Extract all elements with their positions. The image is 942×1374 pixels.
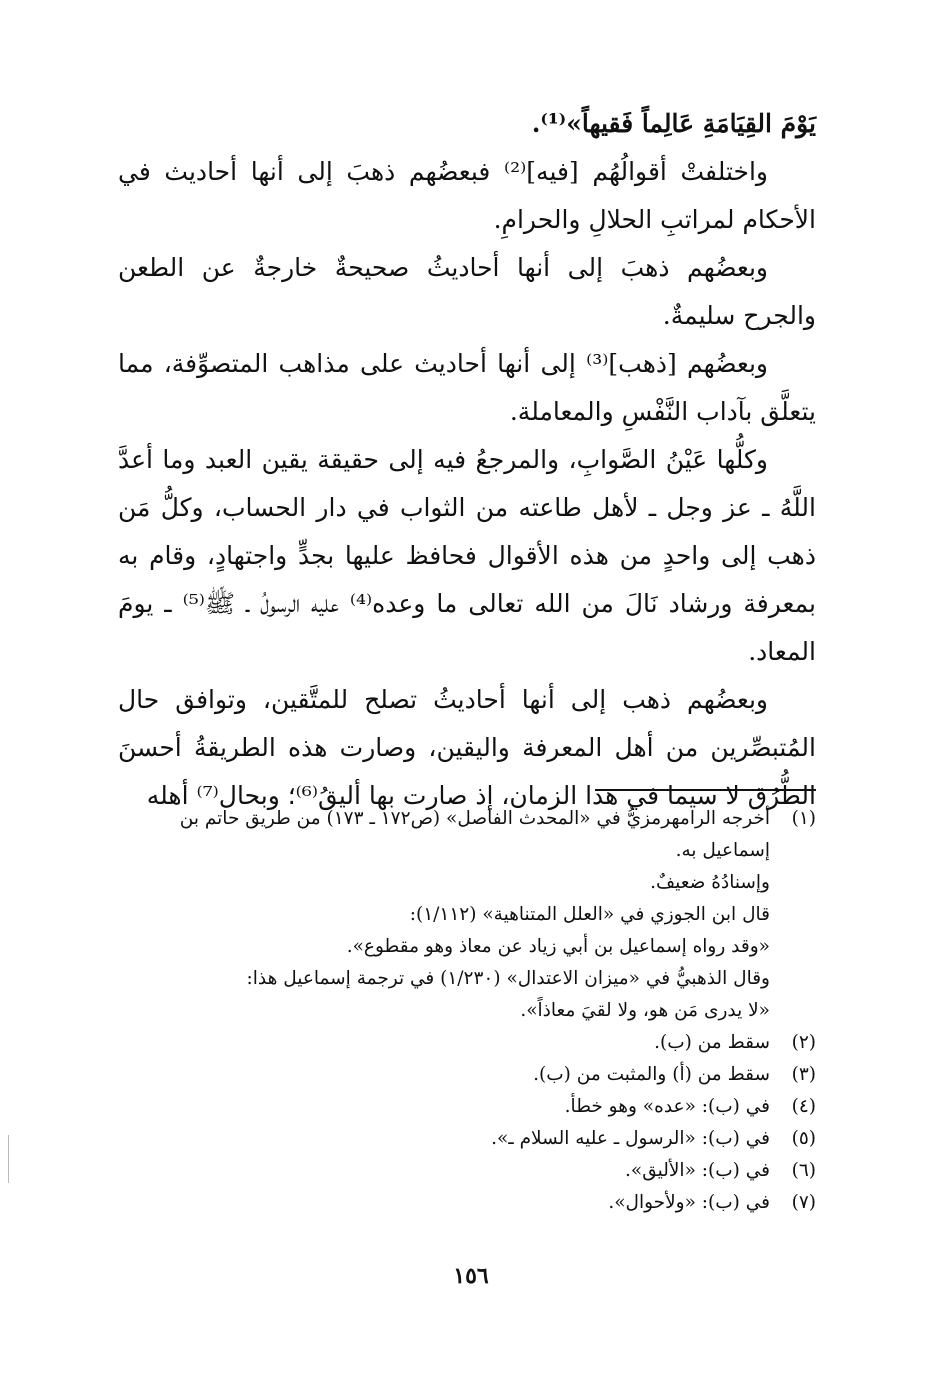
footnote-line: «وقد رواه إسماعيل بن أبي زياد عن معاذ وهو مقطوع». <box>346 936 770 957</box>
footnote-body <box>118 1059 770 1091</box>
footnote-number: (٧) <box>791 1192 816 1213</box>
footnotes <box>118 803 816 1219</box>
footnote-number: (٥) <box>791 1128 816 1149</box>
footnote-2 <box>118 1027 816 1059</box>
footnote-line: في (ب): «عده» وهو خطأ. <box>564 1096 770 1117</box>
footnote-line: سقط من (ب). <box>654 1032 770 1053</box>
main-text <box>118 100 816 820</box>
footnote-3 <box>118 1059 816 1091</box>
footnote-5 <box>118 1123 816 1155</box>
footnote-line: في (ب): «الأليق». <box>625 1160 770 1181</box>
footnote-line: في (ب): «ولأحوال». <box>608 1192 770 1213</box>
footnote-6 <box>118 1155 816 1187</box>
paragraph-5: وكلُّها عَيْنُ الصَّوابِ، والمرجعُ فيه إلى حقيقة يقين العبد وما أعدَّ اللَّهُ ـ عز وجل ـ لأهل طاعته من الثواب في دار الحساب، وكلُّ مَن ذهب إلى واحدٍ من هذه الأقوال فحافظ عليها بجدٍّ واجتهادٍ، وقام به بمعرفة ورشاد نَالَ من الله تعالى ما وعده⁽⁴⁾ عليه الرسولُ ـ ﷺ⁽⁵⁾ ـ يومَ المعاد. <box>118 445 816 666</box>
footnote-line: في (ب): «الرسول ـ عليه السلام ـ». <box>491 1128 770 1149</box>
footnote-body <box>118 803 770 1027</box>
page-number: ١٥٦ <box>453 1263 489 1289</box>
scan-edge-mark <box>8 1135 9 1183</box>
footnote-4 <box>118 1091 816 1123</box>
footnote-number: (٢) <box>791 1032 816 1053</box>
footnote-line: «لا يدرى مَن هو، ولا لقيَ معاذاً». <box>520 1000 770 1021</box>
footnote-line: قال ابن الجوزي في «العلل المتناهية» (١/١١٢): <box>409 904 770 925</box>
paragraph-1: يَوْمَ القِيَامَةِ عَالِماً فَقيهاً»⁽¹⁾. <box>531 109 816 138</box>
footnote-number: (٣) <box>791 1064 816 1085</box>
footnote-1 <box>118 803 816 1027</box>
paragraph-6: وبعضُهم ذهب إلى أنها أحاديثُ تصلح للمتَّقين، وتوافق حال المُتبصِّرين من أهل المعرفة واليقين، وصارت هذه الطريقةُ أحسنَ الطُّرُق لا سيما في هذا الزمان، إذ صارت بها أليقُ⁽⁶⁾؛ وبحال⁽⁷⁾ أهله <box>118 685 816 810</box>
footnote-number: (٦) <box>791 1160 816 1181</box>
paragraph-2: واختلفتْ أقوالُهُم [فيه]⁽²⁾ فبعضُهم ذهبَ إلى أنها أحاديث في الأحكام لمراتبِ الحلالِ والحرامِ. <box>118 157 816 234</box>
footnote-number: (١) <box>791 808 816 829</box>
footnote-line: سقط من (أ) والمثبت من (ب). <box>533 1064 770 1085</box>
footnote-line: إسماعيل به. <box>675 840 770 861</box>
footnote-body <box>118 1123 770 1155</box>
footnote-number: (٤) <box>791 1096 816 1117</box>
footnote-line: وإسنادُهُ ضعيفٌ. <box>650 872 770 893</box>
footnote-body <box>118 1027 770 1059</box>
footnote-line: وقال الذهبيُّ في «ميزان الاعتدال» (١/٢٣٠) في ترجمة إسماعيل هذا: <box>246 968 770 989</box>
footnote-body <box>118 1155 770 1187</box>
footnote-line: أخرجه الرامهرمزيُّ في «المحدث الفاصل» (ص١٧٢ ـ ١٧٣) من طريق حاتم بن <box>179 808 770 829</box>
paragraph-3: وبعضُهم ذهبَ إلى أنها أحاديثُ صحيحةٌ خارجةٌ عن الطعن والجرح سليمةٌ. <box>118 253 816 330</box>
footnote-7 <box>118 1187 816 1219</box>
paragraph-4: وبعضُهم [ذهب]⁽³⁾ إلى أنها أحاديث على مذاهب المتصوِّفة، مما يتعلَّق بآداب النَّفْسِ والمعاملة. <box>118 349 816 426</box>
footnote-body <box>118 1187 770 1219</box>
footnote-separator <box>595 789 816 791</box>
footnote-body <box>118 1091 770 1123</box>
